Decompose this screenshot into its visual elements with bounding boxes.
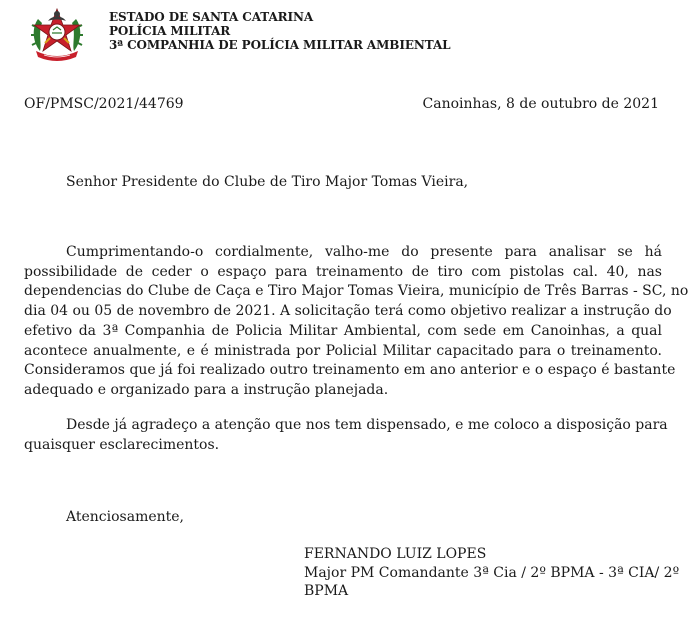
paragraph-line: Cumprimentando-o cordialmente, valho-me do presente para analisar se há <box>66 244 662 260</box>
letterhead-state: ESTADO DE SANTA CATARINA <box>109 10 314 24</box>
salutation: Senhor Presidente do Clube de Tiro Major Tomas Vieira, <box>66 174 469 190</box>
signer-title-continued: BPMA <box>304 583 349 599</box>
document-reference: OF/PMSC/2021/44769 <box>24 96 184 112</box>
body-paragraph-2 <box>24 416 668 455</box>
paragraph-line: dependencias do Clube de Caça e Tiro Major Tomas Vieira, município de Três Barras - SC, no <box>24 283 689 300</box>
letterhead-police: POLÍCIA MILITAR <box>109 24 231 38</box>
paragraph-line: adequado e organizado para a instrução planejada. <box>24 381 389 398</box>
letterhead-company: 3ª COMPANHIA DE POLÍCIA MILITAR AMBIENTAL <box>109 38 451 52</box>
letterhead <box>109 10 451 52</box>
signer-name: FERNANDO LUIZ LOPES <box>304 546 487 562</box>
body-paragraph-1 <box>24 243 689 401</box>
signature-block <box>304 545 679 601</box>
paragraph-line: quaisquer esclarecimentos. <box>24 436 220 453</box>
state-coat-of-arms-icon <box>28 5 86 61</box>
reference-line <box>24 96 659 114</box>
paragraph-line: efetivo da 3ª Companhia de Policia Militar Ambiental, com sede em Canoinhas, a qual <box>24 322 662 339</box>
paragraph-line: acontece anualmente, e é ministrada por Policial Militar capacitado para o treinamento. <box>24 342 662 359</box>
closing: Atenciosamente, <box>66 509 185 525</box>
paragraph-line: possibilidade de ceder o espaço para treinamento de tiro com pistolas cal. 40, nas <box>24 263 662 280</box>
signer-title: Major PM Comandante 3ª Cia / 2º BPMA - 3ª CIA/ 2º <box>304 564 680 581</box>
paragraph-line: dia 04 ou 05 de novembro de 2021. A solicitação terá como objetivo realizar a instrução do <box>24 303 672 320</box>
paragraph-line: Desde já agradeço a atenção que nos tem dispensado, e me coloco a disposição para <box>66 417 668 433</box>
paragraph-line: Consideramos que já foi realizado outro treinamento em ano anterior e o espaço é bastante <box>24 362 676 379</box>
place-date: Canoinhas, 8 de outubro de 2021 <box>422 96 659 112</box>
